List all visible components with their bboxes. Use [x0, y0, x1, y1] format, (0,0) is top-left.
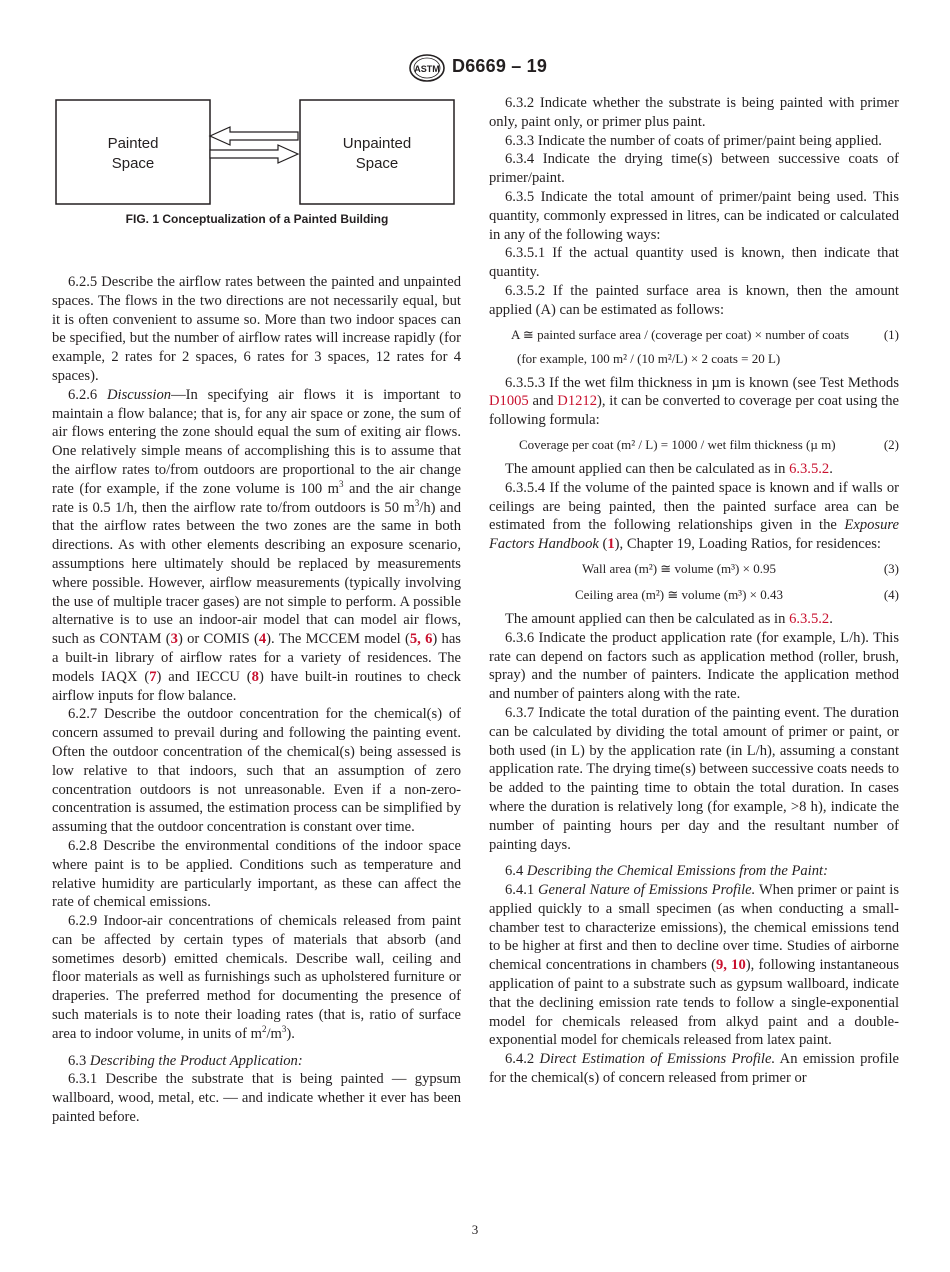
arrow-right-icon	[210, 145, 298, 163]
painted-label-1: Painted	[107, 135, 159, 152]
document-designation: D6669 – 19	[452, 56, 548, 76]
para-6-4-1: 6.4.1 General Nature of Emissions Profile. When primer or paint is applied quickly to a small specimen (as when conducting a small-chamber test to characterize emissions), the chemical emissions tend to be higher at first and then to decline over time. Studies of airborne chemical concentrations in chambers (9, 10), following instantaneous application of paint to a substrate such as gypsum wallboard, indicate that the declining emission rate tends to follow a single-exponential model for chemicals released from alkyd paint and a double-exponential model for chemicals released from latex paint.	[489, 882, 899, 1049]
figure-caption: FIG. 1 Conceptualization of a Painted Building	[125, 212, 389, 226]
svg-text:ASTM: ASTM	[414, 64, 440, 74]
para-6-3-5-2: 6.3.5.2 If the painted surface area is known, then the amount applied (A) can be estimated as follows:	[489, 282, 899, 318]
equation-3: Wall area (m²) ≅ volume (m³) × 0.95 (3)	[582, 560, 899, 576]
para-6-3-5-3: 6.3.5.3 If the wet film thickness in µm is known (see Test Methods D1005 and D1212), it can be converted to coverage per coat using the following formula:	[489, 374, 899, 429]
ref-link-d1005[interactable]: D1005	[489, 393, 529, 410]
ref-link-8[interactable]: 8	[251, 668, 259, 685]
ref-link-6-3-5-2-b[interactable]: 6.3.5.2	[789, 610, 830, 627]
para-6-4-2: 6.4.2 Direct Estimation of Emissions Profile. An emission profile for the chemical(s) of concern released from primer or	[489, 1051, 899, 1087]
ref-link-1[interactable]: 1	[607, 536, 615, 553]
arrow-left-icon	[210, 127, 298, 145]
para-6-3-5-4: 6.3.5.4 If the volume of the painted space is known and if walls or ceilings are being painted, then the painted surface area can be estimated from the following relationships given in the Exposure Factors Handbook (1), Chapter 19, Loading Ratios, for residences:	[489, 479, 899, 553]
para-6-3-5-1: 6.3.5.1 If the actual quantity used is known, then indicate that quantity.	[489, 245, 899, 281]
section-6-3-heading: 6.3 Describing the Product Application:	[68, 1052, 303, 1069]
para-6-2-7: 6.2.7 Describe the outdoor concentration for the chemical(s) of concern assumed to prevail during and following the painting event. Often the outdoor concentration of the chemical(s) being assessed is low relative to that indoors, such that an assumption of zero concentration outdoors is not unreasonable. Even if a non-zero-concentration is assumed, the estimation process can be simplified by assuming that the outdoor concentration is constant over time.	[52, 706, 461, 836]
equation-1-example: (for example, 100 m² / (10 m²/L) × 2 coats = 20 L)	[517, 350, 781, 366]
ref-link-3[interactable]: 3	[170, 631, 178, 648]
equation-2: Coverage per coat (m² / L) = 1000 / wet film thickness (µ m) (2)	[519, 436, 899, 452]
ref-link-7[interactable]: 7	[149, 668, 157, 685]
ref-link-5-6[interactable]: 5, 6	[409, 631, 433, 648]
left-column	[52, 273, 461, 1127]
unpainted-space-box	[300, 100, 454, 204]
para-6-3-3: 6.3.3 Indicate the number of coats of primer/paint being applied.	[505, 132, 882, 149]
para-amount-applied-2: The amount applied can then be calculated as in 6.3.5.2.	[505, 610, 833, 627]
para-6-2-5: 6.2.5 Describe the airflow rates between the painted and unpainted spaces. The flows in the two directions are not necessarily equal, but it is often convenient to assume so. More than two indoor spaces can be specified, but the number of airflow rates will increase rapidly (for example, 2 rates for 2 spaces, 6 rates for 3 spaces, 12 rates for 4 spaces).	[52, 274, 461, 384]
ref-link-6-3-5-2[interactable]: 6.3.5.2	[789, 460, 830, 477]
para-6-3-5: 6.3.5 Indicate the total amount of primer/paint being used. This quantity, commonly expressed in litres, can be indicated or calculated in any of the following ways:	[489, 188, 899, 243]
para-6-3-2: 6.3.2 Indicate whether the substrate is being painted with primer only, paint only, or primer plus paint.	[489, 95, 899, 130]
airflow-diagram	[52, 96, 462, 208]
para-6-3-4: 6.3.4 Indicate the drying time(s) between successive coats of primer/paint.	[489, 151, 899, 187]
page-number: 3	[471, 1222, 479, 1237]
astm-logo-icon	[409, 54, 445, 82]
page-header	[0, 54, 950, 84]
ref-link-9-10[interactable]: 9, 10	[715, 957, 746, 974]
para-6-3-7: 6.3.7 Indicate the total duration of the painting event. The duration can be calculated by dividing the total amount of primer or paint, or both used (in L) by the application rate (in L/h), assuming a constant application rate. The drying time(s) between successive coats needs to be added to the painting time to obtain the total duration. In cases where the duration is relatively long (for example, >8 h), indicate the number of painting hours per day and the resultant number of painting days.	[489, 704, 899, 853]
figure-1	[52, 96, 462, 236]
para-6-3-1: 6.3.1 Describe the substrate that is being painted — gypsum wallboard, wood, metal, etc. — and indicate whether it ever has been painted before.	[52, 1071, 461, 1126]
right-column	[489, 94, 899, 1088]
ref-link-4[interactable]: 4	[258, 631, 267, 648]
equation-1: A ≅ painted surface area / (coverage per coat) × number of coats (1)	[511, 326, 899, 342]
para-6-3-6: 6.3.6 Indicate the product application rate (for example, L/h). This rate can depend on factors such as application method (roller, brush, spray) and the number of painters. Indicate the application method and number of painters along with the rate.	[489, 629, 899, 703]
ref-link-d1212[interactable]: D1212	[557, 393, 598, 410]
para-amount-applied-1: The amount applied can then be calculated as in 6.3.5.2.	[505, 460, 833, 477]
section-6-4-heading: 6.4 Describing the Chemical Emissions from the Paint:	[505, 863, 828, 880]
unpainted-label-1: Unpainted	[342, 135, 412, 152]
para-6-2-9: 6.2.9 Indoor-air concentrations of chemicals released from paint can be affected by certain types of materials that absorb (and sometimes desorb) emitted chemicals. Describe wall, ceiling and floor materials as well as furnishings such as upholstered furniture or draperies. The preferred method for documenting the presence of such materials is to note their loading rates (that is, ratio of surface area to indoor volume, in units of $m^2/m^3$).	[52, 913, 461, 1042]
para-6-2-8: 6.2.8 Describe the environmental conditions of the indoor space where paint is to be applied. Conditions such as temperature and relative humidity are particularly important, as these can affect the rate of chemical emissions.	[52, 837, 461, 911]
painted-label-2: Space	[111, 155, 155, 172]
para-6-2-6: 6.2.6 Discussion—In specifying air flows it is important to maintain a flow balance; that is, for any air space or zone, the sum of air flows entering the zone should equal the sum of exiting air flows. One relatively simple means of accomplishing this is to assume that the airflow rates to/from outdoors are proportional to the air change rate (for example, if the zone volume is 100 $m^3$ and the air change rate is 0.5 1/h, then the airflow rate to/from outdoors is 50 $m^3/h$) and that the airflow rates between the two zones are the same in both directions. As with other elements describing an exposure scenario, assumptions here ultimately should be replaced by measurements where possible. However, airflow measurements (typically involving the use of multiple tracer gases) are not simple to perform. A possible alternative is to use an indoor-air model that can model air flows, such as CONTAM (3) or COMIS (4). The MCCEM model (5, 6) has a built-in library of airflow rates for a variety of residences. The models IAQX (7) and IECCU (8) have built-in routines to check airflow inputs for flow balance.	[52, 386, 462, 704]
unpainted-label-2: Space	[355, 155, 399, 172]
painted-space-box	[56, 100, 210, 204]
equation-4: Ceiling area (m²) ≅ volume (m³) × 0.43 (4)	[575, 586, 899, 602]
